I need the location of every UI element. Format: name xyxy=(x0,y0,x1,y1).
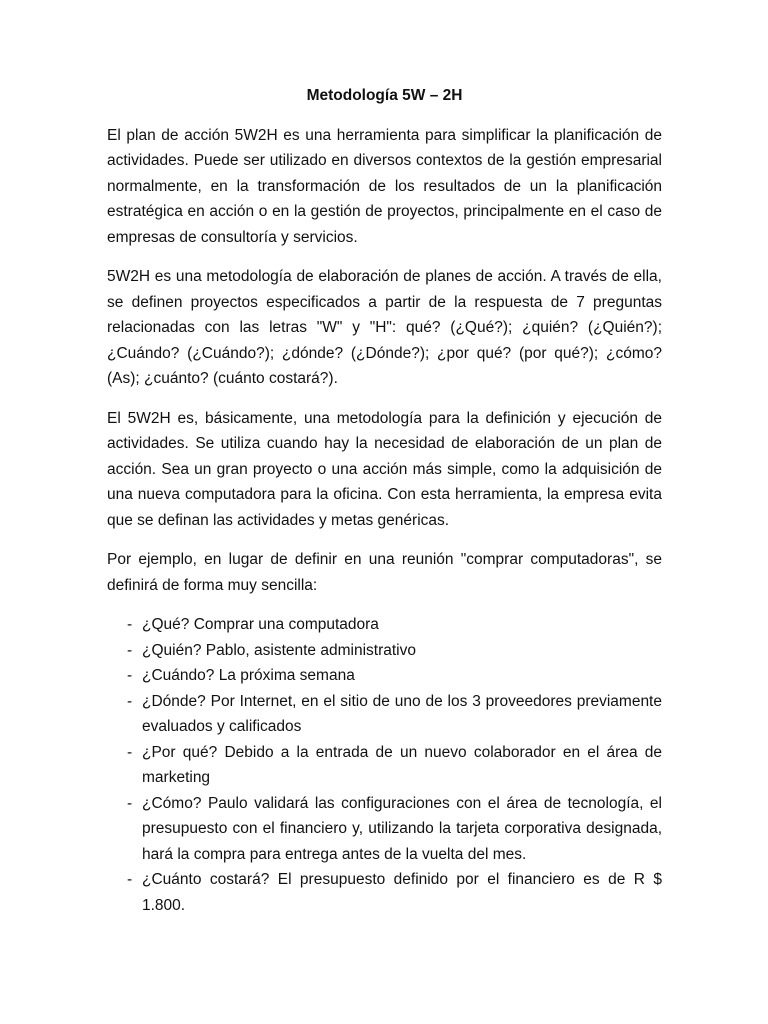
paragraph-purpose: El 5W2H es, básicamente, una metodología para la definición y ejecución de actividades. Se utiliza cuando hay la necesidad de elaboración de un plan de acción. Sea un gran proyecto o una acción más simple, como la adquisición de una nueva computadora para la oficina. Con esta herramienta, la empresa evita que se definan las actividades y metas genéricas. xyxy=(107,409,662,529)
list-item-que xyxy=(107,612,662,638)
bullet-dash: - xyxy=(127,794,133,812)
list-item-text: ¿Dónde? Por Internet, en el sitio de uno de los 3 proveedores previamente evaluados y calificados xyxy=(142,692,662,735)
list-item-quien xyxy=(107,638,662,664)
paragraph-definition: 5W2H es una metodología de elaboración de planes de acción. A través de ella, se definen proyectos especificados a partir de la respuesta de 7 preguntas relacionadas con las letras "W" y "H": qué? (¿Qué?); ¿quién? (¿Quién?); ¿Cuándo? (¿Cuándo?); ¿dónde? (¿Dónde?); ¿por qué? (por qué?); ¿cómo? (As); ¿cuánto? (cuánto costará?). xyxy=(107,268,662,387)
bullet-dash: - xyxy=(127,667,133,684)
list-item-por-que xyxy=(107,740,662,791)
bullet-dash: - xyxy=(127,871,133,888)
list-item-text: ¿Cómo? Paulo validará las configuraciones con el área de tecnología, el presupuesto con el financiero y, utilizando la tarjeta corporativa designada, hará la compra para entrega antes de la vuelta del mes. xyxy=(142,794,662,863)
list-item-donde xyxy=(107,689,662,740)
paragraph-intro: El plan de acción 5W2H es una herramienta para simplificar la planificación de actividades. Puede ser utilizado en diversos contextos de la gestión empresarial normalmente, en la transformación de los resultados de un la planificación estratégica en acción o en la gestión de proyectos, principalmente en el caso de empresas de consultoría y servicios. xyxy=(107,126,662,246)
document-title: Metodología 5W – 2H xyxy=(306,87,463,104)
document-body xyxy=(107,83,662,918)
bullet-dash: - xyxy=(127,692,133,710)
bullet-dash: - xyxy=(127,743,133,761)
list-item-text: ¿Cuánto costará? El presupuesto definido por el financiero es de R $ 1.800. xyxy=(142,871,662,914)
list-item-cuanto xyxy=(107,867,662,918)
bullet-dash: - xyxy=(127,641,133,659)
bullet-dash: - xyxy=(127,616,133,633)
list-item-cuando xyxy=(107,663,662,689)
list-item-text: ¿Quién? Pablo, asistente administrativo xyxy=(142,641,416,659)
example-list xyxy=(107,612,662,918)
list-item-text: ¿Qué? Comprar una computadora xyxy=(142,616,379,633)
paragraph-example: Por ejemplo, en lugar de definir en una reunión "comprar computadoras", se definirá de forma muy sencilla: xyxy=(107,551,662,594)
list-item-como xyxy=(107,791,662,868)
list-item-text: ¿Por qué? Debido a la entrada de un nuevo colaborador en el área de marketing xyxy=(142,743,662,786)
list-item-text: ¿Cuándo? La próxima semana xyxy=(142,667,355,684)
